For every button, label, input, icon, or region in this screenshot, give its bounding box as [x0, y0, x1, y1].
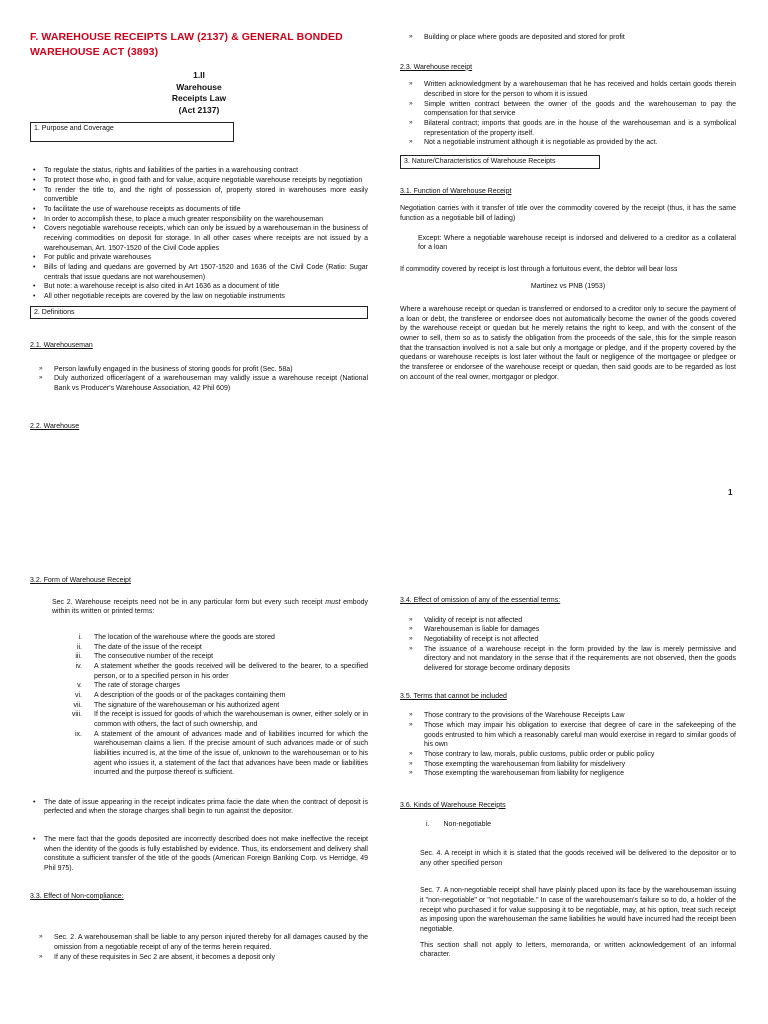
warehouse-receipt-list [400, 80, 736, 148]
form-intro [30, 598, 368, 617]
list-item: • To protect those who, in good faith and for value, acquire negotiable warehouse receipts by negotiation [44, 176, 368, 186]
subtitle-line: (Act 2137) [178, 104, 220, 115]
list-item: • Bills of lading and quedans are governed by Art 1507-1520 and 1636 of the Civil Code (Ratio: Sugar centrals that issue quedans are not warehousemen) [44, 263, 368, 282]
list-item: • To regulate the status, rights and liabilities of the parties in a warehousing contract [44, 166, 368, 176]
item-number: ix. [75, 730, 82, 738]
subheading-function: 3.1. Function of Warehouse Receipt [400, 187, 512, 195]
item-number: iv. [75, 662, 82, 670]
subheading-warehouse: 2.2. Warehouse [30, 422, 80, 430]
page2-right-column [400, 596, 736, 960]
list-item: • The date of issue appearing in the receipt indicates prima facie the date when the contract of deposit is perfected and when the storage charges shall begin to run against the depositor. [44, 798, 368, 817]
exception-paragraph: Except: Where a negotiable warehouse receipt is indorsed and delivered to a creditor as a collateral for a loan [418, 234, 736, 252]
item-text: A statement whether the goods received will be delivered to the bearer, to a specified person, or to a specified person in his order [94, 662, 368, 680]
document-title: F. WAREHOUSE RECEIPTS LAW (2137) & GENERAL BONDED WAREHOUSE ACT (3893) [30, 31, 343, 59]
document-page-1 [0, 0, 768, 510]
list-item [58, 730, 368, 778]
list-item [58, 662, 368, 681]
subtitle-line: Receipts Law [171, 93, 227, 104]
item-text: A statement of the amount of advances made and of liabilities incurred for which the warehouseman claims a lien. If the precise amount of such advances made or of such liabilities incurred is, at the time of the issue of, unknown to the warehouseman or to his agent who issues it, a statement of the fact that advances have been made or liabilities incurred and the purpose thereof is sufficient. [94, 730, 368, 777]
item-number: i. [426, 820, 430, 828]
item-number: ii. [76, 643, 82, 651]
list-item: » If any of these requisites in Sec 2 are absent, it becomes a deposit only [54, 953, 368, 963]
list-item: • All other negotiable receipts are covered by the law on negotiable instruments [44, 292, 368, 302]
case-ruling-paragraph: Where a warehouse receipt or quedan is transferred or endorsed to a creditor only to secure the payment of a loan or debt, the transferee or endorsee does not automatically become the owner of the goods covered by the warehouse receipt or quedan but he merely retains the right to keep, and with the consent of the owner to sell, them so as to satisfy the obligation from the proceeds of the sale, this for the simple reason that the transaction involved is not a sale but only a mortgage or pledge, and if the property covered by the quedans or warehouse receipts is lost later without the fault or negligence of the mortgagee or pledgee or the transferee or endorsee of the warehouse receipt or quedan, then said goods are to be regarded as lost on account of the real owner, mortgagor or pledgor. [400, 306, 736, 381]
page-number: 1 [728, 488, 733, 497]
list-item [58, 652, 368, 662]
informal-note: This section shall not apply to letters, memoranda, or written acknowledgement of an informal character. [420, 941, 736, 959]
list-item: » Bilateral contract; imports that goods are in the house of the warehouseman and is a symbolical representation of the property itself. [424, 119, 736, 138]
list-item: » Those exempting the warehouseman from liability for misdelivery [424, 760, 736, 770]
list-item [58, 691, 368, 701]
list-item: • The mere fact that the goods deposited are incorrectly described does not make ineffective the receipt when the identity of the goods is fully established by evidence. Thus, its endorsement and delivery shall constitute a sufficient transfer of the title of the goods (American Foreign Banking Corp. vs Herridge, 49 Phil 975). [44, 835, 368, 874]
intro-text: Sec 2. Warehouse receipts need not be in any particular form but every such receipt [52, 598, 326, 606]
list-item [58, 701, 368, 711]
list-item [58, 710, 368, 729]
item-text: A description of the goods or of the packages containing them [94, 691, 286, 699]
list-item [58, 681, 368, 691]
list-item: » Simple written contract between the owner of the goods and the warehouseman to pay the compensation for that service [424, 100, 736, 119]
form-notes-1 [30, 798, 368, 817]
item-text: Non-negotiable [443, 820, 491, 828]
list-item: » Those which may impair his obligation to exercise that degree of care in the safekeeping of the goods entrusted to him which a reasonably careful man would exercise in regard to similar goods of his own [424, 721, 736, 750]
page1-left-column [30, 30, 368, 431]
act-subtitle [30, 70, 368, 116]
section-heading-purpose: 1. Purpose and Coverage [30, 122, 234, 142]
item-text: The location of the warehouse where the goods are stored [94, 633, 275, 641]
list-item: » Person lawfully engaged in the business of storing goods for profit (Sec. 58a) [54, 365, 368, 375]
list-item [58, 633, 368, 643]
subtitle-line: 1.II [193, 70, 205, 81]
list-item: » Duly authorized officer/agent of a warehouseman may validly issue a warehouse receipt (National Bank vs Producer's Warehouse Association, 42 Phil 609) [54, 374, 368, 393]
item-number: v. [77, 682, 82, 690]
list-item: » Written acknowledgment by a warehouseman that he has received and holds certain goods therein described in store for the person to whom it is issued [424, 80, 736, 99]
subheading-warehouseman: 2.1. Warehouseman [30, 342, 93, 350]
item-number: vii. [73, 701, 82, 709]
item-number: i. [78, 633, 82, 641]
document-page-2 [0, 556, 768, 1024]
item-number: vi. [75, 691, 82, 699]
noncompliance-list [30, 933, 368, 962]
item-text: The signature of the warehouseman or his authorized agent [94, 701, 280, 709]
item-number: viii. [71, 711, 82, 719]
page-separator [0, 510, 768, 556]
list-item: • To facilitate the use of warehouse receipts as documents of title [44, 205, 368, 215]
subheading-warehouse-receipt: 2.3. Warehouse receipt [400, 63, 473, 71]
subheading-omission: 3.4. Effect of omission of any of the essential terms: [400, 597, 561, 604]
list-item: • To render the title to, and the right of possession of, property stored in warehouses more easily convertible [44, 186, 368, 205]
page1-right-column [400, 33, 736, 382]
kind-nonnegotiable [400, 820, 736, 830]
list-item: • But note: a warehouse receipt is also cited in Art 1636 as a document of title [44, 282, 368, 292]
intro-text: embody within its written or printed terms: [52, 598, 368, 616]
loss-paragraph: If commodity covered by receipt is lost through a fortuitous event, the debtor will bear loss [400, 265, 678, 273]
list-item: » Those contrary to the provisions of the Warehouse Receipts Law [424, 711, 736, 721]
list-item [58, 643, 368, 653]
list-item: • In order to accomplish these, to place a much greater responsibility on the warehouseman [44, 215, 368, 225]
list-item: » Warehouseman is liable for damages [424, 625, 736, 635]
list-item: » Sec. 2. A warehouseman shall be liable to any person injured thereby for all damages caused by the omission from a negotiable receipt of any of the terms herein required. [54, 933, 368, 952]
form-notes-2 [30, 835, 368, 874]
item-number: iii. [75, 653, 82, 661]
item-text: The consecutive number of the receipt [94, 653, 214, 661]
item-text: The rate of storage charges [94, 682, 180, 690]
list-item: » Those exempting the warehouseman from liability for negligence [424, 769, 736, 779]
list-item: » Those contrary to law, morals, public customs, public order or public policy [424, 750, 736, 760]
warehouse-list [400, 33, 736, 43]
list-item: • Covers negotiable warehouse receipts, which can only be issued by a warehouseman in the business of receiving commodities on deposit for storage. In all other cases where receipts are not issued by a warehouseman, Art. 1507-1520 of the Civil Code applies [44, 224, 368, 253]
list-item: » Negotiability of receipt is not affected [424, 635, 736, 645]
list-item: • For public and private warehouses [44, 253, 368, 263]
page2-left-column [30, 576, 368, 962]
subheading-kinds: 3.6. Kinds of Warehouse Receipts [400, 801, 506, 809]
list-item: » Not a negotiable instrument although it is negotiable as provided by the act. [424, 138, 736, 148]
list-item: » Building or place where goods are deposited and stored for profit [424, 33, 736, 43]
sec7-paragraph: Sec. 7. A non-negotiable receipt shall have plainly placed upon its face by the warehouseman issuing it "non-negotiable" or "not negotiable." In case of the warehouseman's failure so to do, a holder of the receipt who purchased it for value supposing it to be negotiable, may, at his option, treat such receipt as imposing upon the warehouseman the same liabilities he would have incurred had the receipt been negotiable. [420, 887, 736, 934]
subtitle-line: Warehouse [176, 81, 222, 92]
section-heading-nature: 3. Nature/Characteristics of Warehouse Receipts [400, 155, 600, 169]
purpose-list [30, 166, 368, 301]
section-heading-definitions: 2. Definitions [30, 306, 368, 320]
intro-emphasis: must [325, 598, 341, 606]
item-text: If the receipt is issued for goods of which the warehouseman is owner, either solely or in common with others, the fact of such ownership, and [94, 711, 368, 728]
terms-excluded-list [400, 711, 736, 779]
omission-list [400, 616, 736, 674]
list-item: » Validity of receipt is not affected [424, 616, 736, 626]
item-text: The date of the issue of the receipt [94, 643, 202, 651]
function-paragraph: Negotiation carries with it transfer of title over the commodity covered by the receipt (thus, it has the same function as a negotiable bill of lading) [400, 205, 736, 222]
subheading-terms-excluded: 3.5. Terms that cannot be included [400, 692, 507, 700]
requisites-list [30, 633, 368, 778]
list-item: » The issuance of a warehouse receipt in the form provided by the law is merely permissive and directory and not mandatory in the sense that if the requirements are not observed, then the goods delivered for storage become ordinary deposits [424, 645, 736, 674]
sec4-paragraph: Sec. 4. A receipt in which it is stated that the goods received will be delivered to the depositor or to any other specified person [420, 850, 736, 867]
warehouseman-list [30, 365, 368, 394]
case-citation: Martinez vs PNB (1953) [530, 282, 606, 290]
subheading-form: 3.2. Form of Warehouse Receipt [30, 577, 131, 584]
subheading-noncompliance: 3.3. Effect of Non-compliance: [30, 892, 124, 900]
